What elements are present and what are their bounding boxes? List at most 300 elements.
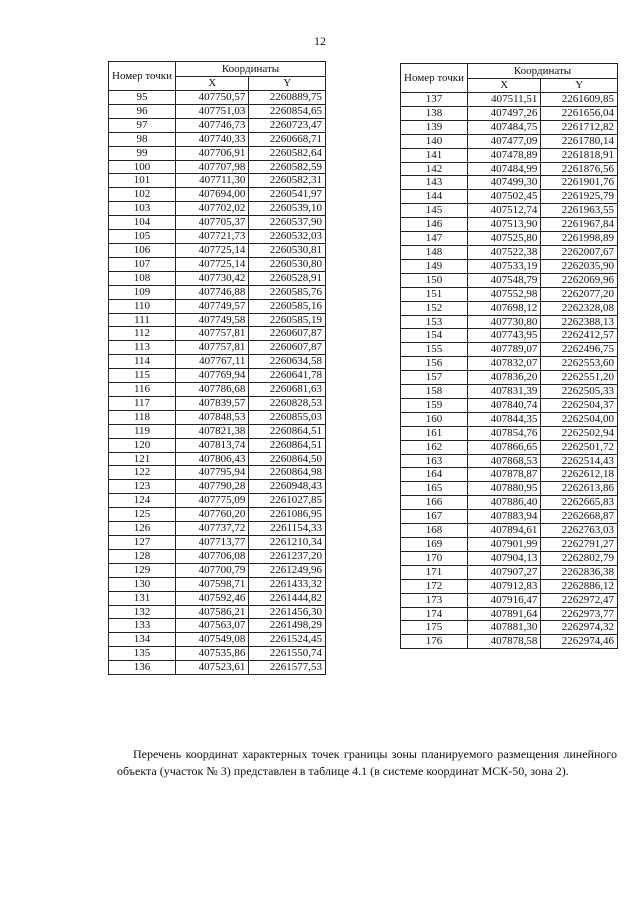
point-number-cell: 134 <box>109 633 176 647</box>
y-coordinate-cell: 2261925,79 <box>541 190 618 204</box>
y-coordinate-cell: 2260948,43 <box>249 480 326 494</box>
x-coordinate-cell: 407789,07 <box>467 343 540 357</box>
x-coordinate-cell: 407886,40 <box>467 496 540 510</box>
table-row <box>401 106 618 120</box>
point-number-cell: 137 <box>401 93 468 107</box>
point-number-cell: 124 <box>109 494 176 508</box>
point-number-cell: 161 <box>401 426 468 440</box>
y-coordinate-cell: 2262412,57 <box>541 329 618 343</box>
x-coordinate-cell: 407522,38 <box>467 245 540 259</box>
x-coordinate-cell: 407548,79 <box>467 273 540 287</box>
x-coordinate-cell: 407757,81 <box>175 341 248 355</box>
point-number-cell: 160 <box>401 412 468 426</box>
y-coordinate-cell: 2262886,12 <box>541 579 618 593</box>
y-coordinate-cell: 2260582,31 <box>249 174 326 188</box>
point-number-cell: 96 <box>109 104 176 118</box>
y-coordinate-cell: 2261712,82 <box>541 120 618 134</box>
x-coordinate-cell: 407513,90 <box>467 218 540 232</box>
y-coordinate-cell: 2260530,81 <box>249 243 326 257</box>
x-coordinate-cell: 407883,94 <box>467 510 540 524</box>
x-coordinate-cell: 407848,53 <box>175 410 248 424</box>
table-row <box>401 398 618 412</box>
x-coordinate-cell: 407535,86 <box>175 647 248 661</box>
y-coordinate-cell: 2262328,08 <box>541 301 618 315</box>
x-coordinate-cell: 407484,75 <box>467 120 540 134</box>
table-row <box>401 287 618 301</box>
x-coordinate-cell: 407844,35 <box>467 412 540 426</box>
x-coordinate-cell: 407751,03 <box>175 104 248 118</box>
table-row <box>401 468 618 482</box>
point-number-cell: 98 <box>109 132 176 146</box>
table-row <box>109 160 326 174</box>
y-coordinate-cell: 2261027,85 <box>249 494 326 508</box>
y-coordinate-cell: 2261577,53 <box>249 661 326 675</box>
table-row <box>109 91 326 105</box>
table-row <box>401 148 618 162</box>
point-number-cell: 106 <box>109 243 176 257</box>
table-row <box>109 605 326 619</box>
x-coordinate-cell: 407912,83 <box>467 579 540 593</box>
x-coordinate-cell: 407502,45 <box>467 190 540 204</box>
point-number-cell: 118 <box>109 410 176 424</box>
y-coordinate-cell: 2262504,00 <box>541 412 618 426</box>
table-row <box>109 355 326 369</box>
table-row <box>109 230 326 244</box>
table-row <box>109 257 326 271</box>
point-number-cell: 133 <box>109 619 176 633</box>
x-coordinate-cell: 407563,07 <box>175 619 248 633</box>
header-point-number: Номер точки <box>401 64 468 93</box>
y-coordinate-cell: 2261818,91 <box>541 148 618 162</box>
point-number-cell: 143 <box>401 176 468 190</box>
table-row <box>109 494 326 508</box>
table-row <box>109 452 326 466</box>
y-coordinate-cell: 2262496,75 <box>541 343 618 357</box>
y-coordinate-cell: 2262802,79 <box>541 551 618 565</box>
table-row <box>401 204 618 218</box>
table-row <box>401 565 618 579</box>
point-number-cell: 168 <box>401 524 468 538</box>
point-number-cell: 102 <box>109 188 176 202</box>
x-coordinate-cell: 407790,28 <box>175 480 248 494</box>
table-row <box>401 579 618 593</box>
point-number-cell: 126 <box>109 522 176 536</box>
x-coordinate-cell: 407813,74 <box>175 438 248 452</box>
point-number-cell: 159 <box>401 398 468 412</box>
table-row <box>109 313 326 327</box>
point-number-cell: 155 <box>401 343 468 357</box>
point-number-cell: 125 <box>109 508 176 522</box>
x-coordinate-cell: 407907,27 <box>467 565 540 579</box>
header-x: X <box>467 79 540 93</box>
y-coordinate-cell: 2261524,45 <box>249 633 326 647</box>
point-number-cell: 120 <box>109 438 176 452</box>
x-coordinate-cell: 407598,71 <box>175 577 248 591</box>
y-coordinate-cell: 2260828,53 <box>249 396 326 410</box>
table-row <box>109 508 326 522</box>
y-coordinate-cell: 2260634,58 <box>249 355 326 369</box>
y-coordinate-cell: 2261998,89 <box>541 232 618 246</box>
table-row <box>109 146 326 160</box>
y-coordinate-cell: 2260537,90 <box>249 216 326 230</box>
y-coordinate-cell: 2260528,91 <box>249 271 326 285</box>
x-coordinate-cell: 407499,30 <box>467 176 540 190</box>
header-coordinates: Координаты <box>467 64 617 79</box>
x-coordinate-cell: 407894,61 <box>467 524 540 538</box>
y-coordinate-cell: 2261550,74 <box>249 647 326 661</box>
table-row <box>109 202 326 216</box>
table-row <box>401 412 618 426</box>
point-number-cell: 122 <box>109 466 176 480</box>
table-row <box>401 454 618 468</box>
y-coordinate-cell: 2260582,64 <box>249 146 326 160</box>
table-row <box>401 120 618 134</box>
page-number: 12 <box>314 34 326 48</box>
point-number-cell: 142 <box>401 162 468 176</box>
table-row <box>401 273 618 287</box>
point-number-cell: 140 <box>401 134 468 148</box>
point-number-cell: 121 <box>109 452 176 466</box>
table-row <box>109 536 326 550</box>
point-number-cell: 176 <box>401 635 468 649</box>
x-coordinate-cell: 407840,74 <box>467 398 540 412</box>
x-coordinate-cell: 407854,76 <box>467 426 540 440</box>
point-number-cell: 136 <box>109 661 176 675</box>
x-coordinate-cell: 407586,21 <box>175 605 248 619</box>
y-coordinate-cell: 2260641,78 <box>249 369 326 383</box>
x-coordinate-cell: 407878,58 <box>467 635 540 649</box>
point-number-cell: 141 <box>401 148 468 162</box>
x-coordinate-cell: 407904,13 <box>467 551 540 565</box>
x-coordinate-cell: 407878,87 <box>467 468 540 482</box>
point-number-cell: 147 <box>401 232 468 246</box>
y-coordinate-cell: 2261498,29 <box>249 619 326 633</box>
point-number-cell: 114 <box>109 355 176 369</box>
x-coordinate-cell: 407706,08 <box>175 549 248 563</box>
point-number-cell: 153 <box>401 315 468 329</box>
header-coordinates: Координаты <box>175 62 325 77</box>
y-coordinate-cell: 2261876,56 <box>541 162 618 176</box>
table-row <box>401 93 618 107</box>
x-coordinate-cell: 407757,81 <box>175 327 248 341</box>
table-row <box>401 524 618 538</box>
y-coordinate-cell: 2260582,59 <box>249 160 326 174</box>
point-number-cell: 129 <box>109 563 176 577</box>
table-row <box>401 510 618 524</box>
point-number-cell: 110 <box>109 299 176 313</box>
point-number-cell: 152 <box>401 301 468 315</box>
x-coordinate-cell: 407746,88 <box>175 285 248 299</box>
x-coordinate-cell: 407523,61 <box>175 661 248 675</box>
x-coordinate-cell: 407746,73 <box>175 118 248 132</box>
table-row <box>401 329 618 343</box>
table-row <box>109 424 326 438</box>
y-coordinate-cell: 2261444,82 <box>249 591 326 605</box>
table-row <box>401 218 618 232</box>
point-number-cell: 115 <box>109 369 176 383</box>
point-number-cell: 130 <box>109 577 176 591</box>
x-coordinate-cell: 407881,30 <box>467 621 540 635</box>
x-coordinate-cell: 407749,57 <box>175 299 248 313</box>
y-coordinate-cell: 2260585,16 <box>249 299 326 313</box>
x-coordinate-cell: 407730,42 <box>175 271 248 285</box>
footer-paragraph <box>117 746 617 780</box>
point-number-cell: 111 <box>109 313 176 327</box>
y-coordinate-cell: 2262665,83 <box>541 496 618 510</box>
x-coordinate-cell: 407511,51 <box>467 93 540 107</box>
table-row <box>401 162 618 176</box>
x-coordinate-cell: 407839,57 <box>175 396 248 410</box>
table-row <box>401 621 618 635</box>
table-row <box>109 271 326 285</box>
table-row <box>401 343 618 357</box>
y-coordinate-cell: 2262388,13 <box>541 315 618 329</box>
point-number-cell: 175 <box>401 621 468 635</box>
x-coordinate-cell: 407705,37 <box>175 216 248 230</box>
point-number-cell: 127 <box>109 536 176 550</box>
x-coordinate-cell: 407750,57 <box>175 91 248 105</box>
table-row <box>109 577 326 591</box>
y-coordinate-cell: 2262035,90 <box>541 259 618 273</box>
x-coordinate-cell: 407707,98 <box>175 160 248 174</box>
y-coordinate-cell: 2262501,72 <box>541 440 618 454</box>
point-number-cell: 123 <box>109 480 176 494</box>
point-number-cell: 166 <box>401 496 468 510</box>
point-number-cell: 101 <box>109 174 176 188</box>
x-coordinate-cell: 407901,99 <box>467 538 540 552</box>
y-coordinate-cell: 2261210,34 <box>249 536 326 550</box>
x-coordinate-cell: 407743,95 <box>467 329 540 343</box>
point-number-cell: 165 <box>401 482 468 496</box>
y-coordinate-cell: 2260681,63 <box>249 383 326 397</box>
y-coordinate-cell: 2261249,96 <box>249 563 326 577</box>
y-coordinate-cell: 2261237,20 <box>249 549 326 563</box>
point-number-cell: 97 <box>109 118 176 132</box>
table-row <box>109 396 326 410</box>
x-coordinate-cell: 407721,73 <box>175 230 248 244</box>
x-coordinate-cell: 407760,20 <box>175 508 248 522</box>
point-number-cell: 164 <box>401 468 468 482</box>
point-number-cell: 172 <box>401 579 468 593</box>
point-number-cell: 148 <box>401 245 468 259</box>
table-row <box>109 327 326 341</box>
point-number-cell: 138 <box>401 106 468 120</box>
x-coordinate-cell: 407767,11 <box>175 355 248 369</box>
x-coordinate-cell: 407549,08 <box>175 633 248 647</box>
x-coordinate-cell: 407821,38 <box>175 424 248 438</box>
header-x: X <box>175 77 248 91</box>
y-coordinate-cell: 2260864,51 <box>249 438 326 452</box>
y-coordinate-cell: 2262514,43 <box>541 454 618 468</box>
y-coordinate-cell: 2261901,76 <box>541 176 618 190</box>
x-coordinate-cell: 407477,09 <box>467 134 540 148</box>
table-row <box>401 190 618 204</box>
y-coordinate-cell: 2260889,75 <box>249 91 326 105</box>
y-coordinate-cell: 2262668,87 <box>541 510 618 524</box>
x-coordinate-cell: 407832,07 <box>467 357 540 371</box>
y-coordinate-cell: 2262007,67 <box>541 245 618 259</box>
y-coordinate-cell: 2262553,60 <box>541 357 618 371</box>
x-coordinate-cell: 407786,68 <box>175 383 248 397</box>
point-number-cell: 104 <box>109 216 176 230</box>
y-coordinate-cell: 2260541,97 <box>249 188 326 202</box>
y-coordinate-cell: 2261086,95 <box>249 508 326 522</box>
y-coordinate-cell: 2260585,19 <box>249 313 326 327</box>
table-row <box>401 176 618 190</box>
x-coordinate-cell: 407880,95 <box>467 482 540 496</box>
point-number-cell: 171 <box>401 565 468 579</box>
y-coordinate-cell: 2261154,33 <box>249 522 326 536</box>
x-coordinate-cell: 407769,94 <box>175 369 248 383</box>
y-coordinate-cell: 2260607,87 <box>249 327 326 341</box>
y-coordinate-cell: 2262077,20 <box>541 287 618 301</box>
point-number-cell: 167 <box>401 510 468 524</box>
point-number-cell: 99 <box>109 146 176 160</box>
y-coordinate-cell: 2262836,38 <box>541 565 618 579</box>
x-coordinate-cell: 407730,80 <box>467 315 540 329</box>
y-coordinate-cell: 2260864,50 <box>249 452 326 466</box>
table-row <box>109 104 326 118</box>
point-number-cell: 149 <box>401 259 468 273</box>
x-coordinate-cell: 407497,26 <box>467 106 540 120</box>
x-coordinate-cell: 407749,58 <box>175 313 248 327</box>
y-coordinate-cell: 2260855,03 <box>249 410 326 424</box>
point-number-cell: 154 <box>401 329 468 343</box>
point-number-cell: 139 <box>401 120 468 134</box>
x-coordinate-cell: 407533,19 <box>467 259 540 273</box>
x-coordinate-cell: 407706,91 <box>175 146 248 160</box>
y-coordinate-cell: 2262504,37 <box>541 398 618 412</box>
table-row <box>109 299 326 313</box>
point-number-cell: 117 <box>109 396 176 410</box>
table-row <box>401 635 618 649</box>
table-row <box>109 410 326 424</box>
x-coordinate-cell: 407725,14 <box>175 243 248 257</box>
table-row <box>109 522 326 536</box>
y-coordinate-cell: 2262069,96 <box>541 273 618 287</box>
point-number-cell: 144 <box>401 190 468 204</box>
x-coordinate-cell: 407775,09 <box>175 494 248 508</box>
y-coordinate-cell: 2260585,76 <box>249 285 326 299</box>
y-coordinate-cell: 2260539,10 <box>249 202 326 216</box>
y-coordinate-cell: 2261456,30 <box>249 605 326 619</box>
y-coordinate-cell: 2260864,98 <box>249 466 326 480</box>
point-number-cell: 95 <box>109 91 176 105</box>
y-coordinate-cell: 2262612,18 <box>541 468 618 482</box>
table-row <box>109 132 326 146</box>
point-number-cell: 107 <box>109 257 176 271</box>
header-y: Y <box>249 77 326 91</box>
table-row <box>109 341 326 355</box>
y-coordinate-cell: 2261963,55 <box>541 204 618 218</box>
table-row <box>109 285 326 299</box>
point-number-cell: 158 <box>401 385 468 399</box>
table-row <box>401 259 618 273</box>
x-coordinate-cell: 407552,98 <box>467 287 540 301</box>
table-row <box>109 118 326 132</box>
y-coordinate-cell: 2260668,71 <box>249 132 326 146</box>
table-row <box>109 591 326 605</box>
y-coordinate-cell: 2261967,84 <box>541 218 618 232</box>
point-number-cell: 108 <box>109 271 176 285</box>
table-row <box>401 538 618 552</box>
x-coordinate-cell: 407711,30 <box>175 174 248 188</box>
table-row <box>401 607 618 621</box>
point-number-cell: 156 <box>401 357 468 371</box>
x-coordinate-cell: 407725,14 <box>175 257 248 271</box>
table-row <box>401 301 618 315</box>
point-number-cell: 105 <box>109 230 176 244</box>
y-coordinate-cell: 2261433,32 <box>249 577 326 591</box>
table-row <box>109 480 326 494</box>
point-number-cell: 116 <box>109 383 176 397</box>
table-row <box>109 647 326 661</box>
table-row <box>401 232 618 246</box>
y-coordinate-cell: 2260854,65 <box>249 104 326 118</box>
table-row <box>401 134 618 148</box>
x-coordinate-cell: 407525,80 <box>467 232 540 246</box>
table-row <box>109 549 326 563</box>
x-coordinate-cell: 407698,12 <box>467 301 540 315</box>
point-number-cell: 150 <box>401 273 468 287</box>
x-coordinate-cell: 407866,65 <box>467 440 540 454</box>
y-coordinate-cell: 2262974,46 <box>541 635 618 649</box>
point-number-cell: 109 <box>109 285 176 299</box>
table-row <box>109 466 326 480</box>
y-coordinate-cell: 2261780,14 <box>541 134 618 148</box>
y-coordinate-cell: 2262613,86 <box>541 482 618 496</box>
table-row <box>401 593 618 607</box>
y-coordinate-cell: 2260723,47 <box>249 118 326 132</box>
table-row <box>401 551 618 565</box>
x-coordinate-cell: 407700,79 <box>175 563 248 577</box>
table-row <box>109 438 326 452</box>
table-row <box>109 661 326 675</box>
y-coordinate-cell: 2261609,85 <box>541 93 618 107</box>
y-coordinate-cell: 2262973,77 <box>541 607 618 621</box>
y-coordinate-cell: 2262505,33 <box>541 385 618 399</box>
point-number-cell: 128 <box>109 549 176 563</box>
header-y: Y <box>541 79 618 93</box>
x-coordinate-cell: 407702,02 <box>175 202 248 216</box>
x-coordinate-cell: 407484,99 <box>467 162 540 176</box>
table-row <box>401 426 618 440</box>
table-row <box>401 357 618 371</box>
point-number-cell: 162 <box>401 440 468 454</box>
x-coordinate-cell: 407795,94 <box>175 466 248 480</box>
y-coordinate-cell: 2262551,20 <box>541 371 618 385</box>
table-row <box>109 619 326 633</box>
x-coordinate-cell: 407694,00 <box>175 188 248 202</box>
table-row <box>109 243 326 257</box>
table-row <box>109 174 326 188</box>
table-row <box>401 440 618 454</box>
point-number-cell: 157 <box>401 371 468 385</box>
point-number-cell: 103 <box>109 202 176 216</box>
y-coordinate-cell: 2260530,80 <box>249 257 326 271</box>
point-number-cell: 151 <box>401 287 468 301</box>
point-number-cell: 112 <box>109 327 176 341</box>
table-row <box>109 369 326 383</box>
x-coordinate-cell: 407592,46 <box>175 591 248 605</box>
coordinates-table-left <box>108 61 326 675</box>
point-number-cell: 113 <box>109 341 176 355</box>
x-coordinate-cell: 407868,53 <box>467 454 540 468</box>
y-coordinate-cell: 2261656,04 <box>541 106 618 120</box>
table-row <box>109 563 326 577</box>
y-coordinate-cell: 2262791,27 <box>541 538 618 552</box>
table-row <box>401 496 618 510</box>
